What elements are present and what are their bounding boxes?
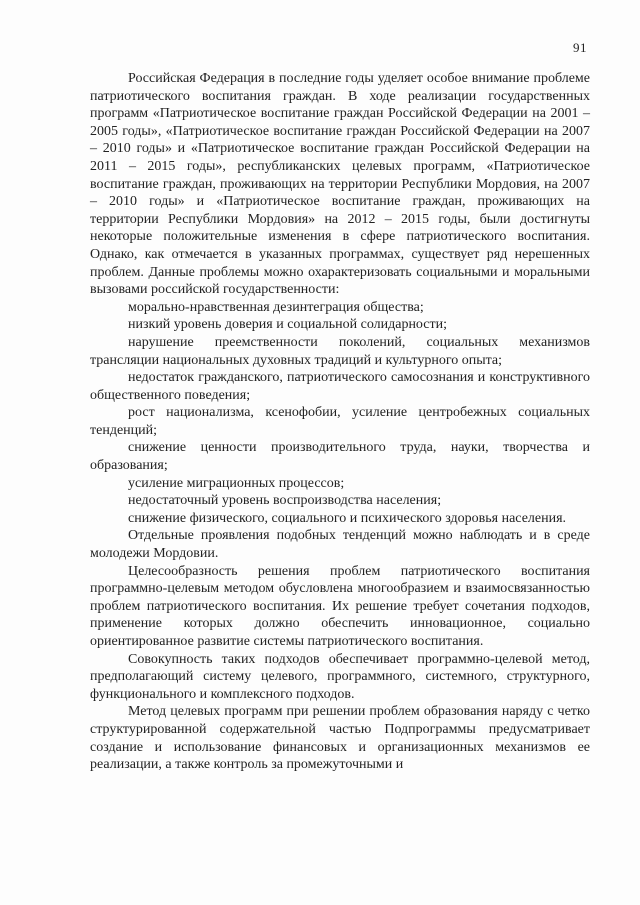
- list-item: недостаток гражданского, патриотического самосознания и конструктивного общественного поведения;: [90, 370, 590, 403]
- list-item: снижение ценности производительного труда, науки, творчества и образования;: [90, 440, 590, 474]
- intro-paragraph: Российская Федерация в последние годы уделяет особое внимание проблеме патриотического воспитания граждан. В ходе реализации государственных программ «Патриотическое воспитание граждан Российской Федерации на 2001 – 2005 годы», «Патриотическое воспитание граждан Российской Федерации на 2007 – 2010 годы» и «Патриотическое воспитание граждан Российской Федерации на 2011 – 2015 годы», республиканских целевых программ, «Патриотическое воспитание граждан, проживающих на территории Республики Мордовия, на 2007 – 2010 годы» и «Патриотическое воспитание граждан, проживающих на территории Республики Мордовия» на 2012 – 2015 годы, были достигнуты некоторые положительные изменения в сфере патриотического воспитания. Однако, как отмечается в указанных программах, существует ряд нерешенных проблем. Данные проблемы можно охарактеризовать социальными и моральными вызовами российской государственности:: [90, 71, 590, 298]
- list-item: снижение физического, социального и психического здоровья населения.: [128, 510, 567, 526]
- page-body: [90, 70, 590, 774]
- page-number: 91: [573, 40, 587, 55]
- body-paragraph: Отдельные проявления подобных тенденций можно наблюдать и в среде молодежи Мордовии.: [90, 528, 590, 562]
- list-item: низкий уровень доверия и социальной солидарности;: [128, 317, 447, 333]
- problems-list: [90, 299, 590, 528]
- list-item: недостаточный уровень воспроизводства населения;: [128, 493, 442, 509]
- body-paragraph: Совокупность таких подходов обеспечивает программно-целевой метод, предполагающий систему целевого, программного, системного, структурного, функционального и комплексного подходов.: [90, 651, 590, 702]
- body-paragraph: Целесообразность решения проблем патриотического воспитания программно-целевым методом обусловлена многообразием и взаимосвязанностью проблем патриотического воспитания. Их решение требует сочетания подходов, применение которых должно обеспечить инновационное, социально ориентированное развитие системы патриотического воспитания.: [90, 563, 590, 649]
- list-item: нарушение преемственности поколений, социальных механизмов трансляции национальных духовных традиций и культурного опыта;: [90, 334, 590, 368]
- body-paragraph: Метод целевых программ при решении проблем образования наряду с четко структурированной содержательной частью Подпрограммы предусматривает создание и использование финансовых и организационных механизмов ее реализации, а также контроль за промежуточными и: [90, 704, 590, 773]
- list-item: морально-нравственная дезинтеграция общества;: [128, 299, 424, 315]
- list-item: рост национализма, ксенофобии, усиление центробежных социальных тенденций;: [90, 405, 590, 438]
- list-item: усиление миграционных процессов;: [128, 475, 345, 491]
